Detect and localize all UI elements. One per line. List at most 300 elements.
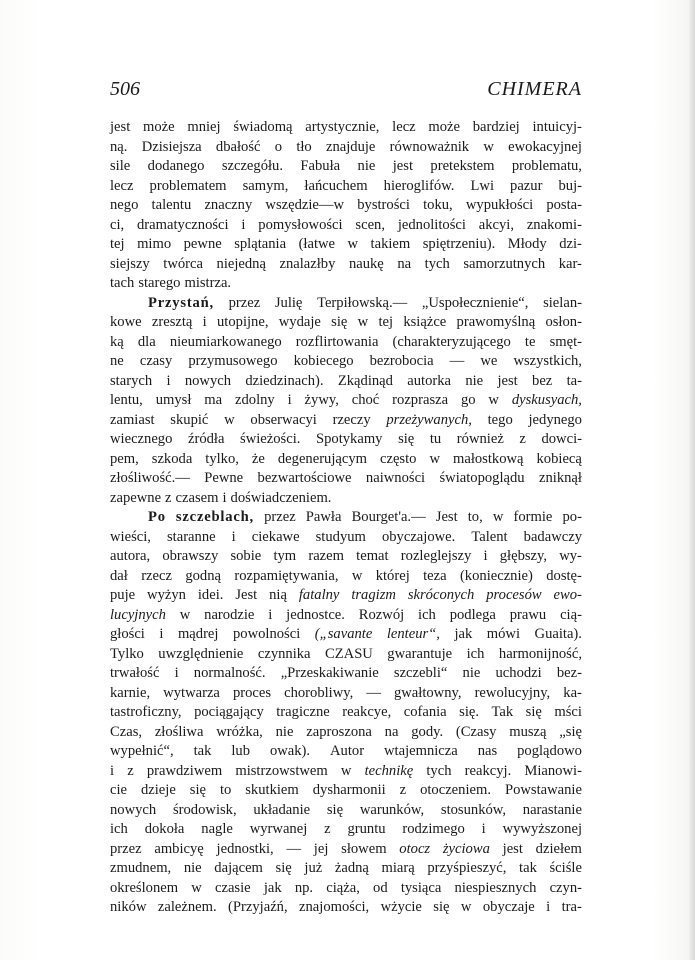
text-line	[110, 684, 582, 704]
word: Julię	[274, 294, 303, 311]
word: środowisk,	[172, 801, 237, 818]
word: przeżywanych,	[386, 411, 472, 428]
word: mści	[554, 704, 582, 720]
word: to	[219, 782, 232, 798]
word: się	[326, 801, 344, 818]
word: uchodzi	[495, 665, 542, 681]
word: jak	[454, 626, 473, 642]
text-line	[110, 469, 582, 489]
word: świadomą	[233, 119, 293, 135]
word: w	[488, 392, 499, 408]
word: sielan-	[543, 294, 582, 311]
word: jednostki,	[216, 840, 274, 857]
word: zniknął	[538, 470, 582, 486]
word: tak	[193, 743, 212, 759]
word: ciekawe	[251, 528, 300, 545]
word: takiem	[370, 236, 411, 252]
word: lub	[231, 743, 250, 759]
word: autorka	[407, 372, 452, 389]
word: badawczy	[523, 528, 582, 545]
word: wróżka,	[216, 723, 263, 740]
word: ich	[418, 606, 436, 623]
word: tego	[487, 411, 513, 428]
word: zresztą	[151, 314, 193, 330]
word: mniej	[187, 119, 221, 135]
word: samym,	[242, 177, 289, 194]
word: dodanego	[147, 158, 205, 174]
word: Tylko	[110, 645, 144, 662]
word: przez	[110, 840, 142, 857]
word: nas	[477, 743, 498, 759]
word: od	[373, 879, 388, 896]
word: tra-	[561, 899, 582, 915]
word: zaproszona	[306, 723, 372, 740]
word: i	[166, 372, 171, 389]
word: cią-	[560, 606, 582, 623]
text-line	[110, 703, 582, 723]
word: wżycie	[380, 899, 422, 915]
word: rodzimego	[402, 821, 465, 837]
word: i	[159, 626, 164, 642]
word: pociągający	[194, 704, 264, 720]
word: niejedną	[216, 255, 266, 272]
text-line	[110, 898, 582, 918]
word: tragiczne	[276, 704, 330, 720]
word: bez-	[556, 665, 582, 681]
word: żywy,	[304, 392, 339, 408]
word: i	[481, 821, 486, 837]
word: problematem	[149, 177, 227, 194]
text-line	[110, 625, 582, 645]
word: kobiecego	[293, 353, 354, 369]
word: wytwarza	[163, 684, 220, 701]
word: akcyi,	[478, 216, 514, 233]
word: wszystkich,	[513, 353, 582, 369]
word: dał	[110, 567, 128, 584]
word: siejszy	[110, 255, 150, 272]
word: rozleglejszy	[400, 548, 472, 564]
word: określonem	[110, 879, 179, 896]
word: Po	[148, 509, 166, 525]
word: lenteur“,	[386, 626, 440, 642]
word: degenerującym	[277, 450, 368, 467]
word: i	[287, 392, 292, 408]
word: słowem	[341, 840, 387, 857]
word: wieści,	[110, 528, 151, 545]
word: Dzisiejsza	[141, 138, 202, 155]
word: smęt-	[549, 333, 582, 350]
word: ciąża,	[326, 879, 360, 896]
word: często	[380, 450, 417, 467]
word: dokoła	[144, 821, 185, 837]
word: Młody	[507, 236, 547, 252]
word: kobiecą	[536, 450, 582, 467]
word: tym	[273, 548, 297, 564]
word: scen,	[355, 216, 385, 233]
word: prawomyślną	[456, 314, 536, 330]
word: ściśle	[549, 860, 582, 876]
word: temat	[356, 548, 389, 564]
word: mistrzowstwem	[235, 762, 328, 779]
word: bezrobocia	[369, 353, 434, 369]
word: jest	[497, 372, 518, 389]
word: tach	[110, 275, 135, 291]
word: nowych	[184, 372, 232, 389]
word: Lwi	[470, 177, 494, 194]
word: wywyższonej	[502, 821, 582, 837]
word: pewne	[183, 236, 222, 252]
word: wyżyn	[147, 587, 186, 603]
word: Fabuła	[300, 158, 341, 174]
word: obyczajowe.	[381, 528, 456, 545]
word: znajduje	[325, 138, 376, 155]
word: spiętrzeniu).	[422, 236, 496, 252]
word: „Przeskakiwanie	[280, 665, 379, 681]
word: szkoda	[151, 450, 193, 467]
word: nowych	[110, 801, 157, 818]
word: czyn-	[549, 879, 582, 896]
word: rozpamiętywania,	[234, 567, 339, 584]
word: głości	[110, 626, 145, 642]
word: Spotykamy	[316, 431, 383, 447]
text-line	[110, 274, 582, 294]
word: i	[110, 762, 115, 779]
word: tych	[426, 762, 452, 779]
word: splątania	[234, 236, 287, 252]
word: trwałość	[110, 665, 160, 681]
word: się.	[459, 704, 480, 720]
word: nie	[465, 372, 484, 389]
text-line	[110, 177, 582, 197]
word: ta-	[566, 372, 582, 389]
word: lucyjnych	[110, 606, 166, 623]
text-line	[110, 508, 582, 528]
word: i	[222, 489, 227, 506]
word: ną.	[110, 138, 128, 155]
word: godną	[185, 567, 221, 584]
word: posta-	[546, 197, 582, 213]
word: stosunków,	[440, 801, 507, 818]
word: to,	[467, 509, 483, 525]
word: miarą	[381, 860, 415, 876]
word: rewolucyjny,	[474, 684, 551, 701]
word: wiecznego	[110, 431, 173, 447]
word: po-	[562, 509, 582, 525]
word: pem,	[110, 450, 139, 467]
word: życiowa	[442, 840, 490, 857]
word: Pawła	[305, 509, 342, 525]
word: tragizm	[351, 587, 396, 603]
word: z	[519, 431, 526, 447]
word: (Przyjaźń,	[228, 899, 288, 915]
word: ewokacyjnej	[508, 138, 582, 155]
word: tu	[429, 431, 442, 447]
word: pazur	[510, 177, 543, 194]
word: tej	[110, 236, 125, 252]
word: CZASU	[325, 645, 373, 662]
text-line	[110, 157, 582, 177]
word: powolności	[232, 626, 301, 642]
word: i	[546, 899, 551, 915]
word: lecz	[110, 177, 134, 194]
word: (łatwe	[298, 236, 336, 252]
word: rzecz	[141, 567, 172, 584]
text-line	[110, 567, 582, 587]
word: przez	[264, 509, 296, 525]
word: w	[357, 314, 369, 330]
word: karnie,	[110, 684, 151, 701]
word: —	[449, 353, 465, 369]
page-number: 506	[110, 78, 140, 100]
word: jednostce.	[286, 606, 345, 623]
word: uwzględnienie	[158, 645, 244, 662]
text-line	[110, 411, 582, 431]
word: się	[433, 899, 450, 915]
word: znakomi-	[526, 216, 582, 233]
word: czasy	[139, 353, 173, 369]
word: złośliwa	[154, 723, 204, 740]
word: na	[397, 255, 412, 272]
word: przyśpieszyć,	[427, 860, 507, 876]
word: normalność.	[193, 665, 266, 681]
word: bardziej	[472, 119, 520, 135]
word: obserwacyi	[250, 411, 317, 428]
word: zamiast	[110, 411, 155, 428]
text-line	[110, 489, 582, 509]
word: ci,	[110, 216, 125, 233]
word: wypukłości	[465, 197, 534, 213]
word: i	[241, 216, 246, 233]
word: Guaita).	[534, 626, 582, 642]
word: nieumiarkowanego	[169, 333, 282, 350]
word: wtajemnicza	[384, 743, 458, 759]
word: czasie	[214, 879, 251, 896]
word: starego	[138, 275, 181, 291]
text-line	[110, 840, 582, 860]
word: dramatyczności	[137, 216, 229, 233]
word: źródła	[187, 431, 225, 447]
word: się	[189, 782, 206, 798]
word: gwarantuje	[387, 645, 453, 662]
word: z	[127, 762, 134, 779]
text-line	[110, 138, 582, 158]
word: również	[456, 431, 504, 447]
word: nego	[110, 197, 139, 213]
text-line	[110, 391, 582, 411]
word: jest	[502, 840, 523, 857]
word: bystrości	[357, 197, 410, 213]
word: umysł	[155, 392, 192, 408]
word: otoczeniem.	[420, 782, 491, 798]
text-line	[110, 645, 582, 665]
word: Pewne	[204, 470, 244, 486]
word: zapewne	[110, 489, 162, 506]
word: równoważnik	[389, 138, 470, 155]
word: nagle	[201, 821, 233, 837]
word: w	[492, 509, 504, 525]
word: zdolny	[235, 392, 275, 408]
word: z	[165, 489, 172, 506]
text-line	[110, 352, 582, 372]
word: podlega	[449, 606, 496, 623]
word: chorobliwy,	[284, 684, 354, 701]
word: (charakteryzującego	[392, 333, 511, 350]
word: nie	[183, 860, 202, 876]
word: tych	[424, 255, 450, 272]
word: Czas,	[110, 723, 143, 740]
word: toku,	[423, 197, 453, 213]
word: doświadczeniem.	[230, 489, 332, 506]
running-header	[110, 78, 582, 104]
word: ne	[110, 353, 124, 369]
word: jednolitości	[397, 216, 466, 233]
word: w	[483, 138, 494, 155]
text-line	[110, 859, 582, 879]
word: jedynego	[528, 411, 582, 428]
word: Bourget'a.—	[351, 509, 426, 525]
word: znajomości,	[299, 899, 370, 915]
word: nie	[275, 723, 294, 740]
word: światopoglądu	[439, 470, 525, 486]
word: rozprasza	[392, 392, 449, 408]
word: skupić	[170, 411, 209, 428]
word: tak	[519, 860, 537, 876]
word: głębszy,	[499, 548, 548, 564]
text-line	[110, 216, 582, 236]
word: znaczny	[204, 197, 253, 213]
word: naiwności	[365, 470, 426, 486]
word: złośliwość.—	[110, 470, 190, 486]
page-edge-shadow	[689, 0, 695, 960]
word: ką	[110, 333, 124, 350]
word: dostę-	[546, 567, 582, 584]
word: mimo	[137, 236, 172, 252]
word: twórca	[163, 255, 203, 272]
text-line	[110, 313, 582, 333]
word: intuicyj-	[532, 119, 582, 135]
word: talentu	[151, 197, 192, 213]
text-line	[110, 664, 582, 684]
word: artystycznie,	[305, 119, 380, 135]
word: samorzutnych	[463, 255, 546, 272]
word: dowci-	[541, 431, 582, 447]
word: prawu	[509, 606, 547, 623]
text-line	[110, 781, 582, 801]
text-line	[110, 528, 582, 548]
word: wszędzie—w	[265, 197, 345, 213]
word: te	[524, 333, 536, 350]
word: pomysłowości	[258, 216, 343, 233]
word: lecz	[392, 119, 416, 135]
text-line	[110, 723, 582, 743]
word: w	[340, 762, 352, 779]
word: wydaje	[278, 314, 321, 330]
word: autora,	[110, 548, 151, 564]
body-text	[110, 118, 582, 918]
word: dbałość	[215, 138, 261, 155]
word: że	[251, 450, 265, 467]
word: małostkową	[452, 450, 524, 467]
word: tastroficzny,	[110, 704, 182, 720]
text-line	[110, 255, 582, 275]
word: go	[460, 392, 476, 408]
word: skróconych	[407, 587, 475, 603]
word: z	[324, 821, 331, 837]
word: szczegółu.	[221, 158, 283, 174]
word: kowe	[110, 314, 142, 330]
word: może	[143, 119, 175, 135]
word: ewo-	[553, 587, 582, 603]
word: teza	[423, 567, 447, 584]
word: dziełem	[535, 840, 582, 857]
word: ników	[110, 899, 147, 915]
word: wy-	[559, 548, 582, 564]
word: np.	[294, 879, 314, 896]
word: Mianowi-	[524, 762, 582, 779]
word: problematu,	[511, 158, 582, 174]
word: prawdziwem	[146, 762, 223, 779]
word: Rozwój	[358, 606, 405, 623]
word: w	[351, 567, 363, 584]
word: układanie	[253, 801, 311, 818]
text-line	[110, 294, 582, 314]
word: Tak	[491, 704, 514, 720]
word: warunków,	[359, 801, 425, 818]
word: mądrej	[177, 626, 219, 642]
word: z	[399, 782, 407, 798]
word: się	[398, 431, 415, 447]
word: —	[286, 840, 302, 857]
word: ich	[110, 821, 128, 837]
word: („savante	[314, 626, 373, 642]
word: narastanie	[522, 801, 582, 818]
word: świeżości.	[240, 431, 301, 447]
word: w	[179, 606, 191, 623]
word: w	[429, 450, 440, 467]
word: wyrwanej	[249, 821, 308, 837]
word: Talent	[471, 528, 508, 545]
word: obyczaje	[482, 899, 535, 915]
word: staranne	[166, 528, 216, 545]
word: Terpiłowską.—	[317, 294, 408, 311]
word: starych	[110, 372, 153, 389]
word: cofania	[403, 704, 447, 720]
word: może	[428, 119, 460, 135]
word: czynnika	[257, 645, 311, 662]
word: gwałtowny,	[393, 684, 462, 701]
word: nią	[269, 587, 287, 603]
word: poglądowo	[517, 743, 582, 759]
word: której	[375, 567, 410, 584]
word: nie	[357, 158, 376, 174]
word: reakcyj.	[464, 762, 512, 779]
word: jak	[263, 879, 282, 896]
word: przez	[228, 294, 261, 311]
word: się	[331, 314, 348, 330]
word: Zkądinąd	[337, 372, 393, 389]
word: owak).	[269, 743, 311, 759]
word: razem	[308, 548, 344, 564]
word: żadną	[334, 860, 369, 876]
word: i	[174, 665, 179, 681]
word: procesów	[486, 587, 542, 603]
running-title: CHIMERA	[487, 78, 582, 100]
word: ma	[204, 392, 223, 408]
word: i	[231, 528, 236, 545]
word: obrawszy	[162, 548, 219, 564]
word: o	[274, 138, 283, 155]
word: Przystań,	[148, 294, 214, 311]
